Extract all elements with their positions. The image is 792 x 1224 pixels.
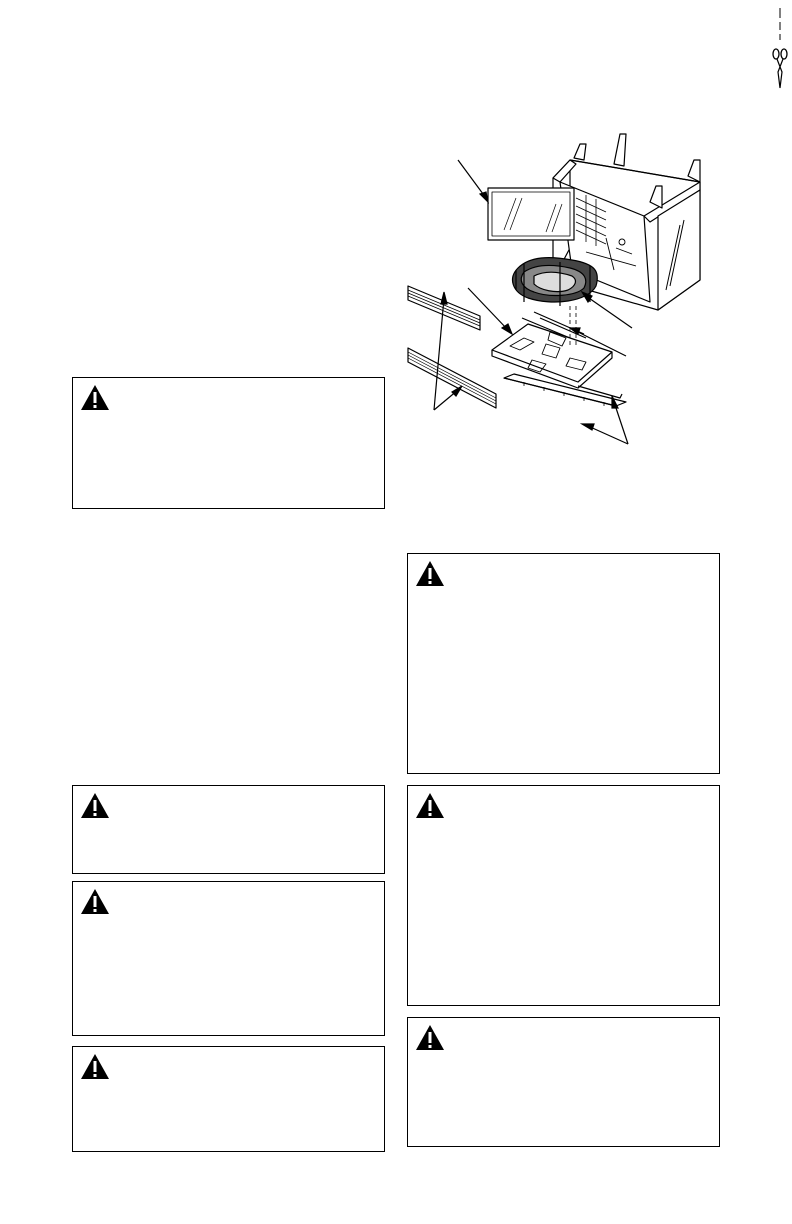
warning-triangle-icon xyxy=(80,1053,110,1080)
warning-box-3 xyxy=(72,881,385,1036)
scissors-icon xyxy=(772,8,788,98)
warning-box-4 xyxy=(72,1046,385,1152)
glass-door xyxy=(488,188,574,240)
warning-box-7 xyxy=(407,1017,720,1147)
warning-triangle-icon xyxy=(415,1024,445,1051)
warning-triangle-icon xyxy=(415,792,445,819)
warning-triangle-icon xyxy=(80,792,110,819)
log-set xyxy=(513,258,598,306)
warning-triangle-icon xyxy=(80,888,110,915)
warning-box-6 xyxy=(407,785,720,1006)
fireplace-exploded-diagram xyxy=(400,120,740,460)
warning-box-1 xyxy=(72,377,385,509)
warning-triangle-icon xyxy=(415,560,445,587)
warning-box-5 xyxy=(407,553,720,774)
warning-box-2 xyxy=(72,785,385,874)
warning-triangle-icon xyxy=(80,384,110,411)
retainer-strip xyxy=(504,374,626,406)
